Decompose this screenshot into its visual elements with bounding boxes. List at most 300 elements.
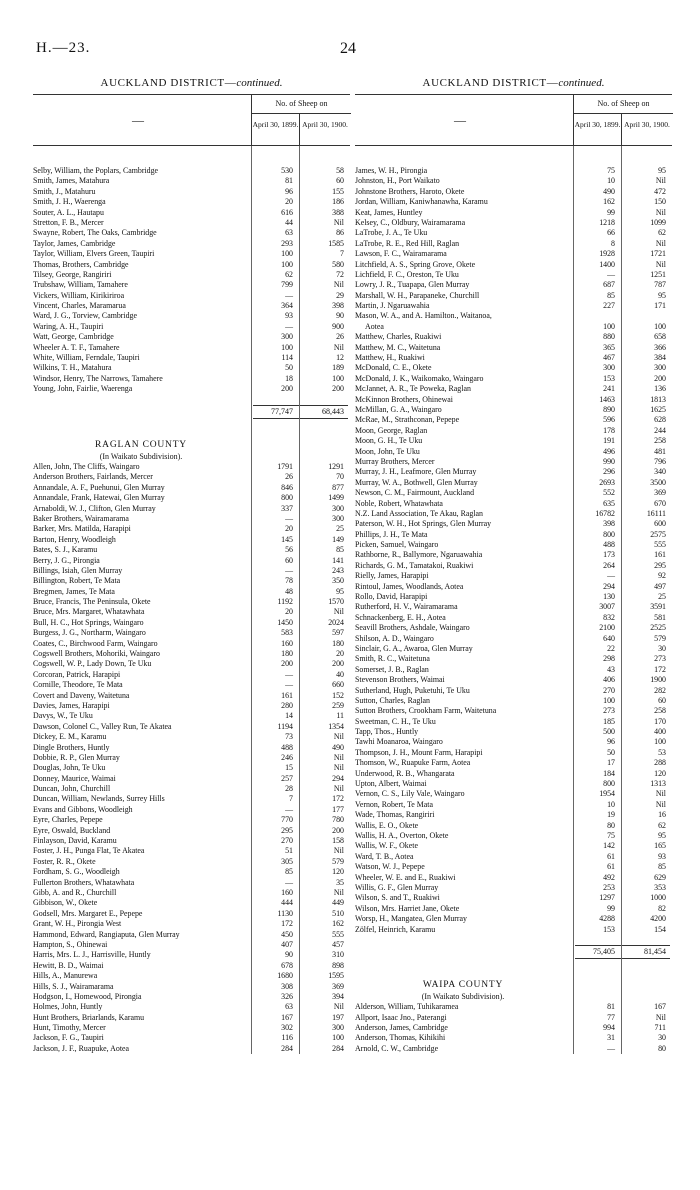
- total-row: [355, 945, 672, 959]
- owner-name: Rathborne, R., Ballymore, Ngaruawahia: [355, 550, 483, 560]
- sheep-1899: 305: [281, 856, 293, 866]
- sheep-1899: 990: [603, 456, 615, 466]
- sheep-1900: 1251: [650, 269, 666, 279]
- table-row: [33, 535, 350, 545]
- sheep-1900: 16111: [646, 508, 666, 518]
- table-row: [355, 353, 672, 363]
- sheep-1899: 496: [603, 446, 615, 456]
- total-row: [33, 405, 350, 419]
- sheep-1899: 890: [603, 404, 615, 414]
- sheep-1899: 227: [603, 301, 615, 311]
- owner-name: Willis, G. F., Glen Murray: [355, 882, 439, 892]
- sheep-1899: 51: [285, 846, 293, 856]
- table-row: [355, 789, 672, 799]
- owner-name: Hunt, Timothy, Mercer: [33, 1023, 106, 1033]
- table-row: [355, 717, 672, 727]
- sheep-1900: 62: [658, 228, 666, 238]
- owner-name: Bull, H. C., Hot Springs, Waingaro: [33, 617, 144, 627]
- owner-name: Wheeler A. T. F., Tamahere: [33, 342, 120, 352]
- sheep-1899: 28: [285, 784, 293, 794]
- table-row: [355, 395, 672, 405]
- district-heading: [33, 74, 350, 92]
- table-row: [33, 353, 350, 363]
- owner-name: N.Z. Land Association, Te Akau, Raglan: [355, 508, 483, 518]
- owner-name: Trubshaw, William, Tamahere: [33, 280, 128, 290]
- owner-name: Billington, Robert, Te Mata: [33, 576, 121, 586]
- owner-name: Davies, James, Harapipi: [33, 700, 110, 710]
- owner-name: Sinclair, G. A., Awaroa, Glen Murray: [355, 643, 473, 653]
- owner-name: Sutton Brothers, Crookham Farm, Waitetuna: [355, 706, 497, 716]
- total-1899: 77,747: [271, 406, 293, 416]
- table-row: [355, 852, 672, 862]
- sheep-1900: 581: [654, 612, 666, 622]
- sheep-1899: —: [285, 804, 293, 814]
- table-row: [33, 597, 350, 607]
- table-row: [33, 343, 350, 353]
- sheep-1900: 490: [332, 742, 344, 752]
- sheep-1900: 366: [654, 342, 666, 352]
- sheep-1900: 40: [336, 669, 344, 679]
- table-row: [33, 982, 350, 992]
- owner-name: Grant, W. H., Pirongia West: [33, 919, 122, 929]
- district-suffix: continued.: [558, 77, 605, 89]
- sheep-1899: 1192: [277, 597, 293, 607]
- sheep-1900: 172: [654, 664, 666, 674]
- table-row: [33, 774, 350, 784]
- sheep-1899: 160: [281, 888, 293, 897]
- sheep-1899: 48: [285, 586, 293, 596]
- sheep-count-header: No. of Sheep on: [251, 95, 351, 114]
- sheep-1899: —: [607, 269, 615, 279]
- sheep-1900: 30: [658, 643, 666, 653]
- owner-name: Vincent, Charles, Maramarua: [33, 301, 126, 311]
- sheep-1899: 80: [607, 820, 615, 830]
- table-row: [33, 1023, 350, 1033]
- sheep-1899: 10: [607, 799, 615, 809]
- table-row: [33, 826, 350, 836]
- sheep-1900: 25: [658, 592, 666, 602]
- total-1900: 81,454: [644, 947, 666, 957]
- owner-name: Fordham, S. G., Woodleigh: [33, 867, 120, 877]
- table-row: [355, 883, 672, 893]
- owner-name: McDonald, J. K., Waikomako, Waingaro: [355, 373, 484, 383]
- owner-name: Ward, J. G., Torview, Cambridge: [33, 311, 137, 321]
- owner-name: Hills, S. J., Wairamarama: [33, 981, 114, 991]
- sheep-1899: 16782: [595, 508, 615, 518]
- sheep-1900: 100: [332, 373, 344, 383]
- table-row: [33, 587, 350, 597]
- sheep-1899: 2100: [599, 623, 615, 633]
- sheep-1899: 1400: [599, 259, 615, 269]
- table-row: [33, 919, 350, 929]
- owner-name: Baker Brothers, Wairamarama: [33, 513, 129, 523]
- sheep-1899: 326: [281, 991, 293, 1001]
- sheep-1900: 369: [332, 981, 344, 991]
- table-row: [33, 280, 350, 290]
- owner-name: Windsor, Henry, The Narrows, Tamahere: [33, 373, 163, 383]
- sheep-1899: —: [607, 1043, 615, 1053]
- sheep-1900: 900: [332, 321, 344, 331]
- table-row: [33, 576, 350, 586]
- sheep-1900: 60: [336, 176, 344, 186]
- sheep-1899: 257: [281, 773, 293, 783]
- sheep-1899: 44: [285, 217, 293, 227]
- sheep-1899: 73: [285, 732, 293, 742]
- section-rows: [33, 166, 350, 395]
- sheep-1900: 1354: [328, 721, 344, 731]
- owner-name: Richards, G. M., Tamatakoi, Ruakiwi: [355, 560, 474, 570]
- owner-name: Seavill Brothers, Ashdale, Waingaro: [355, 623, 470, 633]
- section-rows: [33, 462, 350, 1054]
- sheep-1900: Nil: [333, 217, 344, 227]
- sheep-1900: 172: [332, 794, 344, 804]
- sheep-1899: 293: [281, 238, 293, 248]
- table-row: [355, 644, 672, 654]
- sheep-1899: 75: [607, 166, 615, 175]
- sheep-1900: 200: [332, 659, 344, 669]
- sheep-1899: 583: [281, 628, 293, 638]
- table-row: [355, 187, 672, 197]
- owner-name: Hills, A., Manurewa: [33, 971, 98, 981]
- sheep-1900: 711: [654, 1023, 666, 1033]
- sheep-1899: 308: [281, 981, 293, 991]
- owner-name: McMillan, G. A., Waingaro: [355, 404, 442, 414]
- sheep-1900: 92: [658, 571, 666, 581]
- sheep-1899: 488: [281, 742, 293, 752]
- table-row: [355, 467, 672, 477]
- sheep-1900: 85: [658, 862, 666, 872]
- table-row: [33, 659, 350, 669]
- owner-name: Cogswell, W. P., Lady Down, Te Uku: [33, 659, 152, 669]
- sheep-1900: 243: [332, 565, 344, 575]
- table-row: [33, 493, 350, 503]
- sheep-1900: 177: [332, 804, 344, 814]
- owner-name: Lichfield, F. C., Oreston, Te Uku: [355, 269, 459, 279]
- sheep-1900: Nil: [333, 607, 344, 617]
- table-row: [355, 332, 672, 342]
- sheep-1900: 152: [332, 690, 344, 700]
- owner-name: Thomas, Brothers, Cambridge: [33, 259, 129, 269]
- owner-name: Stretton, F. B., Mercer: [33, 217, 104, 227]
- owner-name: Murray, J. H., Leafmore, Glen Murray: [355, 467, 477, 477]
- owner-name: Moon, G. H., Te Uku: [355, 436, 423, 446]
- owner-name: Fullerton Brothers, Whatawhata: [33, 877, 135, 887]
- sheep-1899: 616: [281, 207, 293, 217]
- owner-name: Hunt Brothers, Briarlands, Karamu: [33, 1012, 145, 1022]
- table-row: [33, 176, 350, 186]
- sheep-1899: 295: [281, 825, 293, 835]
- sheep-1900: 244: [654, 425, 666, 435]
- sheep-1900: 3500: [650, 477, 666, 487]
- sheep-1899: 241: [603, 384, 615, 394]
- owner-name: Tapp, Thos., Huntly: [355, 727, 419, 737]
- owner-name: Aotea: [365, 321, 384, 331]
- owner-name: Holmes, John, Huntly: [33, 1002, 103, 1012]
- sheep-1900: 353: [654, 882, 666, 892]
- sheep-1899: 185: [603, 716, 615, 726]
- sheep-1899: 1297: [599, 893, 615, 903]
- sheep-1900: 310: [332, 950, 344, 960]
- table-row: [33, 784, 350, 794]
- table-row: [33, 857, 350, 867]
- county-subheading: (In Waikato Subdivision).: [99, 451, 183, 461]
- sheep-1900: 26: [336, 332, 344, 342]
- sheep-1899: 488: [603, 540, 615, 550]
- sheep-1899: 365: [603, 342, 615, 352]
- sheep-1899: 77: [607, 1012, 615, 1022]
- table-row: [33, 878, 350, 888]
- owner-name: Eyre, Oswald, Buckland: [33, 825, 111, 835]
- table-row: [355, 821, 672, 831]
- sheep-1899: —: [607, 571, 615, 581]
- sheep-1900: Nil: [333, 752, 344, 762]
- sheep-1900: 597: [332, 628, 344, 638]
- table-row: [33, 311, 350, 321]
- table-row: [33, 504, 350, 514]
- sheep-1900: 100: [332, 1033, 344, 1043]
- sheep-1899: 832: [603, 612, 615, 622]
- table-row: [355, 654, 672, 664]
- owner-name: Moon, George, Raglan: [355, 425, 428, 435]
- table-row: [33, 836, 350, 846]
- table-row: [355, 291, 672, 301]
- sheep-1900: 60: [658, 695, 666, 705]
- sheep-1899: 687: [603, 280, 615, 290]
- table-row: [33, 374, 350, 384]
- sheep-1899: 20: [285, 607, 293, 617]
- table-row: [33, 384, 350, 394]
- sheep-1900: 796: [654, 456, 666, 466]
- owner-name: Burgess, J. G., Northarm, Waingaro: [33, 628, 146, 638]
- sheep-1899: 552: [603, 488, 615, 498]
- table-row: [355, 530, 672, 540]
- sheep-1900: 300: [332, 1023, 344, 1033]
- owner-name: Wilson, Mrs. Harriet Jane, Okete: [355, 903, 460, 913]
- table-row: [355, 208, 672, 218]
- owner-name: Hammond, Edward, Rangiaputa, Glen Murray: [33, 929, 180, 939]
- sheep-1899: 153: [603, 924, 615, 934]
- table-row: [33, 805, 350, 815]
- sheep-1899: 444: [281, 898, 293, 908]
- sheep-1900: 3591: [650, 602, 666, 612]
- sheep-1899: 10: [607, 176, 615, 186]
- county-heading: WAIPA COUNTY: [422, 980, 504, 991]
- sheep-1900: 150: [654, 197, 666, 207]
- sheep-1900: 670: [654, 498, 666, 508]
- sheep-1900: 82: [658, 903, 666, 913]
- sheep-1899: 63: [285, 1002, 293, 1012]
- owner-name: Worsp, H., Mangatea, Glen Murray: [355, 914, 467, 924]
- owner-name: Moon, John, Te Uku: [355, 446, 420, 456]
- sheep-1899: 18: [285, 373, 293, 383]
- owner-name: Wilkins, T. H., Matahura: [33, 363, 112, 373]
- sheep-1900: 1499: [328, 493, 344, 503]
- sheep-1900: 35: [336, 877, 344, 887]
- owner-name: Noble, Robert, Whatawhata: [355, 498, 443, 508]
- sheep-1899: 8: [611, 238, 615, 248]
- sheep-1900: 16: [658, 810, 666, 820]
- owner-name: Arnaboldi, W. J., Clifton, Glen Murray: [33, 503, 156, 513]
- owner-name: Phillips, J. H., Te Mata: [355, 529, 428, 539]
- sheep-1899: 61: [607, 851, 615, 861]
- table-row: [33, 1002, 350, 1012]
- table-row: [33, 618, 350, 628]
- owner-name: Waring, A. H., Taupiri: [33, 321, 104, 331]
- table-row: [33, 483, 350, 493]
- owner-name: Berry, J. G., Pirongia: [33, 555, 100, 565]
- sheep-1899: 406: [603, 675, 615, 685]
- table-row: [33, 472, 350, 482]
- sheep-1900: 25: [336, 524, 344, 534]
- sheep-1899: 800: [603, 529, 615, 539]
- sheep-1899: 96: [285, 186, 293, 196]
- table-row: [355, 582, 672, 592]
- sheep-1900: 1721: [650, 249, 666, 259]
- district-heading: [355, 74, 672, 92]
- owner-name: Somerset, J. B., Raglan: [355, 664, 429, 674]
- sheep-1900: 136: [654, 384, 666, 394]
- owner-name: Taylor, William, Elvers Green, Taupiri: [33, 249, 155, 259]
- owner-name: Vernon, Robert, Te Mata: [355, 799, 433, 809]
- table-row: [33, 524, 350, 534]
- owner-name: Tawhi Moanaroa, Waingaro: [355, 737, 443, 747]
- table-row: [355, 322, 672, 332]
- sheep-1900: Nil: [333, 1002, 344, 1012]
- sheep-1900: Nil: [655, 238, 666, 248]
- sheep-1899: 19: [607, 810, 615, 820]
- sheep-1900: 180: [332, 638, 344, 648]
- owner-name: Shilson, A. D., Waingaro: [355, 633, 434, 643]
- sheep-1900: 120: [332, 867, 344, 877]
- table-row: [355, 166, 672, 176]
- sheep-1899: 398: [603, 519, 615, 529]
- sheep-1900: 200: [332, 825, 344, 835]
- table-row: [355, 311, 672, 321]
- owner-name: Smith, R. C., Waitetuna: [355, 654, 430, 664]
- table-row: [355, 758, 672, 768]
- sheep-1900: 155: [332, 186, 344, 196]
- sheep-1900: 258: [654, 706, 666, 716]
- sheep-1899: 1194: [277, 721, 293, 731]
- table-row: [355, 218, 672, 228]
- owner-name: Lawson, F. C., Wairamarama: [355, 249, 447, 259]
- sheep-1899: 142: [603, 841, 615, 851]
- sheep-1899: 200: [281, 384, 293, 394]
- sheep-1900: Nil: [655, 259, 666, 269]
- sheep-1899: 492: [603, 872, 615, 882]
- sheep-1899: 114: [281, 353, 293, 363]
- owner-name: Dobbie, R. P., Glen Murray: [33, 752, 120, 762]
- owner-name: Litchfield, A. S., Spring Grove, Okete: [355, 259, 476, 269]
- sheep-1899: 253: [603, 882, 615, 892]
- sheep-1900: 1313: [650, 779, 666, 789]
- table-row: [355, 447, 672, 457]
- table-row: [355, 727, 672, 737]
- sheep-1900: 877: [332, 482, 344, 492]
- sheep-1899: —: [285, 290, 293, 300]
- sheep-1899: 22: [607, 643, 615, 653]
- table-row: [355, 592, 672, 602]
- table-row: [33, 753, 350, 763]
- owner-name: Bregmen, James, Te Mata: [33, 586, 115, 596]
- table-row: [33, 670, 350, 680]
- table-row: [355, 831, 672, 841]
- table-row: [355, 561, 672, 571]
- table-row: [33, 545, 350, 555]
- owner-name: Thomson, W., Ruapuke Farm, Aotea: [355, 758, 471, 768]
- sheep-1899: 178: [603, 425, 615, 435]
- sheep-1899: 294: [603, 581, 615, 591]
- table-row: [355, 893, 672, 903]
- owner-name: Matthew, Charles, Ruakiwi: [355, 332, 442, 342]
- sheep-1900: 100: [654, 321, 666, 331]
- owner-name: Bruce, Mrs. Margaret, Whatawhata: [33, 607, 145, 617]
- owner-name: Vickers, William, Kirikiriroa: [33, 290, 125, 300]
- district-suffix: continued.: [236, 77, 283, 89]
- sheep-1900: 95: [336, 586, 344, 596]
- sheep-1900: 86: [336, 228, 344, 238]
- sheep-1899: 3007: [599, 602, 615, 612]
- table-row: [355, 841, 672, 851]
- sheep-1899: 81: [607, 1002, 615, 1012]
- owner-name: Jackson, F. G., Taupiri: [33, 1033, 104, 1043]
- table-row: [33, 930, 350, 940]
- sheep-1899: 298: [603, 654, 615, 664]
- sheep-1900: 300: [332, 513, 344, 523]
- sheep-1900: Nil: [333, 732, 344, 742]
- sheep-1900: 629: [654, 872, 666, 882]
- sheep-1899: 66: [607, 228, 615, 238]
- table-row: [33, 260, 350, 270]
- sheep-1899: 246: [281, 752, 293, 762]
- sheep-1899: —: [285, 680, 293, 690]
- owner-name: Finlayson, David, Karamu: [33, 836, 117, 846]
- table-row: [355, 665, 672, 675]
- owner-name: Zölfel, Heinrich, Karamu: [355, 924, 436, 934]
- owner-name: Johnston, H., Port Waikato: [355, 176, 440, 186]
- left-column: [33, 74, 350, 1054]
- sheep-1899: 162: [603, 197, 615, 207]
- table-row: [33, 722, 350, 732]
- sheep-1900: 1570: [328, 597, 344, 607]
- sheep-1900: Nil: [333, 888, 344, 897]
- owner-name: Billings, Isiah, Glen Murray: [33, 565, 123, 575]
- table-row: [355, 571, 672, 581]
- sheep-1900: 282: [654, 685, 666, 695]
- owner-name: Wade, Thomas, Rangiriri: [355, 810, 435, 820]
- table-row: [355, 1044, 672, 1054]
- sheep-1899: —: [285, 669, 293, 679]
- section-rows: [355, 166, 672, 935]
- table-row: [355, 1002, 672, 1012]
- owner-name: Bruce, Francis, The Peninsula, Okete: [33, 597, 151, 607]
- owner-name: Cornille, Theodore, Te Mata: [33, 680, 123, 690]
- sheep-1900: Nil: [333, 846, 344, 856]
- sheep-1899: 800: [281, 493, 293, 503]
- sheep-1899: 1450: [277, 617, 293, 627]
- table-row: [355, 862, 672, 872]
- sheep-1900: 481: [654, 446, 666, 456]
- sheep-1900: 80: [658, 1043, 666, 1053]
- sheep-1899: 640: [603, 633, 615, 643]
- sheep-1899: 300: [281, 332, 293, 342]
- sheep-1899: 1130: [277, 908, 293, 918]
- sheep-1899: 50: [607, 747, 615, 757]
- owner-name: Anderson, James, Cambridge: [355, 1023, 448, 1033]
- sheep-1900: 1595: [328, 971, 344, 981]
- owner-name: Rutherford, H. V., Wairamarama: [355, 602, 458, 612]
- table-row: [33, 1033, 350, 1043]
